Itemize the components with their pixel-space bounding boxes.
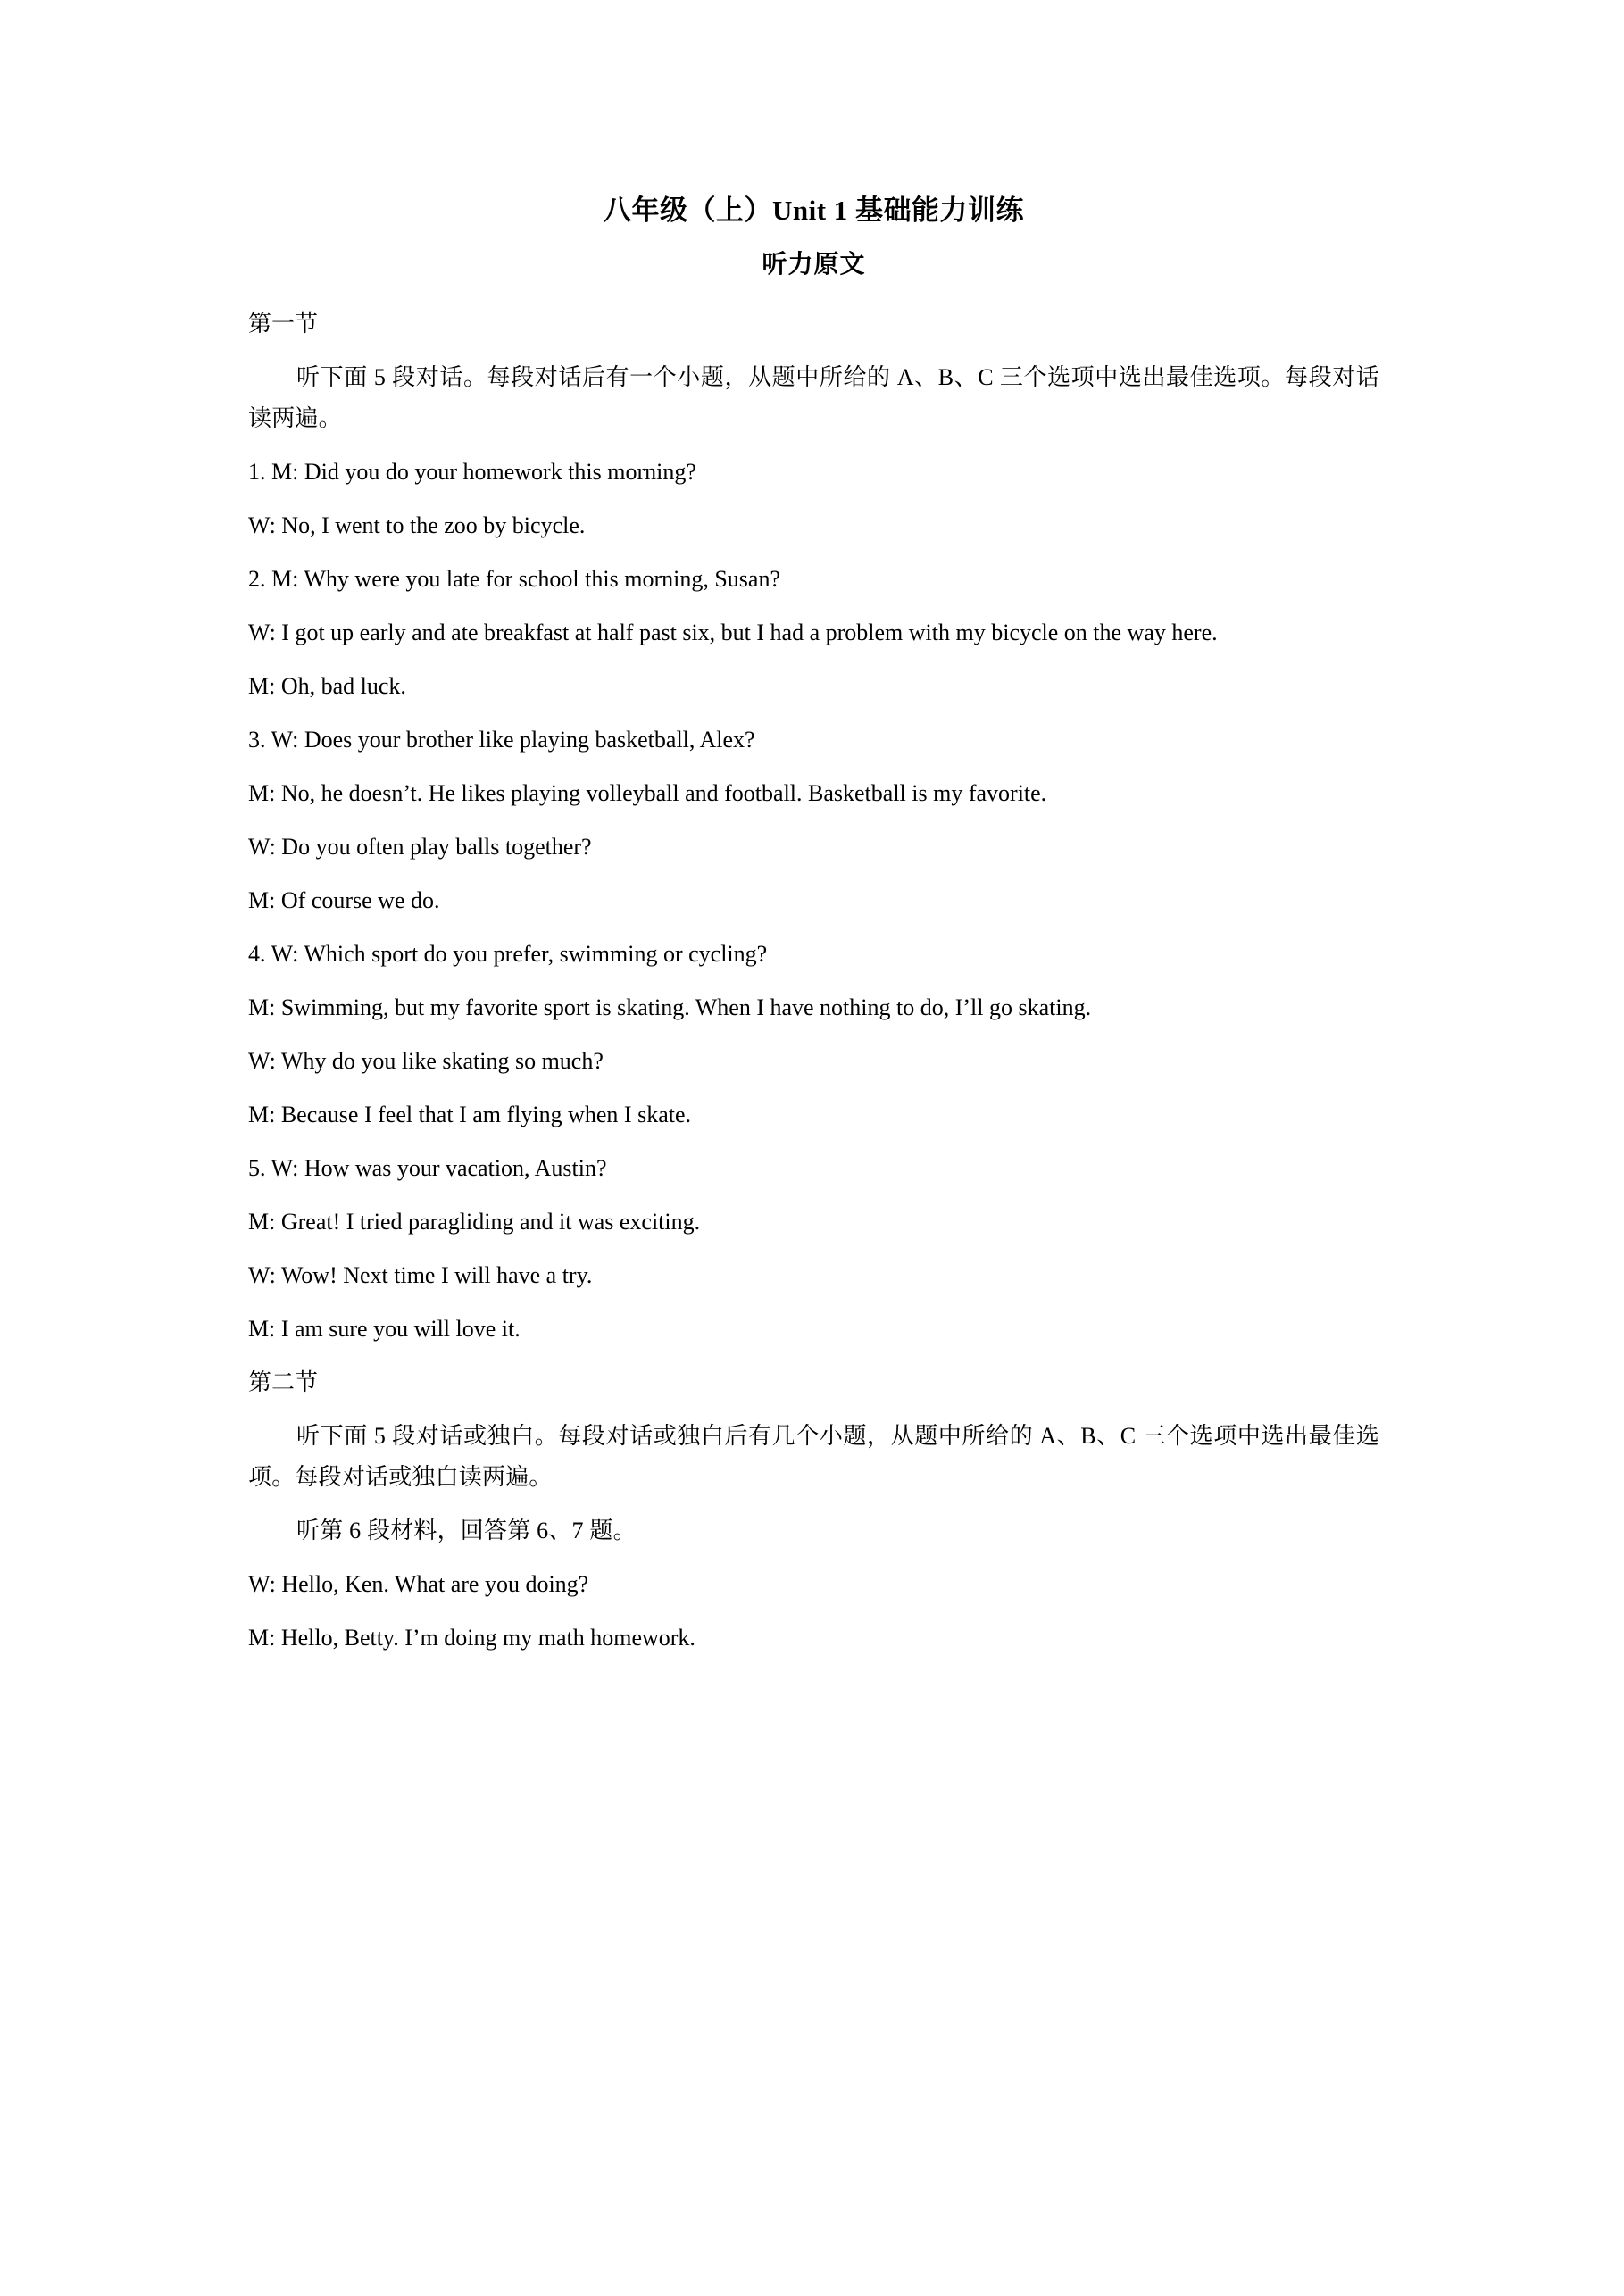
section-heading-1: 第一节 bbox=[248, 311, 319, 337]
spacer bbox=[248, 921, 1379, 934]
title-unit: Unit 1 bbox=[771, 195, 848, 226]
page-subtitle: 听力原文 bbox=[762, 251, 866, 279]
title-prefix: 八年级（上） bbox=[603, 195, 772, 226]
material-cue: 听第 6 段材料，回答第 6、7 题。 bbox=[296, 1518, 637, 1543]
spacer bbox=[248, 1350, 1379, 1362]
spacer bbox=[248, 1189, 1379, 1202]
spacer bbox=[248, 814, 1379, 827]
spacer bbox=[248, 493, 1379, 505]
spacer bbox=[248, 707, 1379, 720]
dialogue-line: M: Oh, bad luck. bbox=[248, 673, 406, 699]
dialogue-line: W: Do you often play balls together? bbox=[248, 834, 592, 860]
dialogue-line: 5. W: How was your vacation, Austin? bbox=[248, 1155, 607, 1181]
title-suffix: 基础能力训练 bbox=[855, 195, 1025, 226]
section-instruction-2: 听下面 5 段对话或独白。每段对话或独白后有几个小题，从题中所给的 A、B、C 三个选项中选出最佳选项。每段对话或独白读两遍。 bbox=[248, 1423, 1379, 1490]
spacer bbox=[248, 345, 1379, 357]
dialogue-line: W: Why do you like skating so much? bbox=[248, 1048, 604, 1074]
spacer bbox=[248, 1243, 1379, 1255]
spacer bbox=[248, 1136, 1379, 1148]
dialogue-line: 2. M: Why were you late for school this morning, Susan? bbox=[248, 566, 780, 592]
spacer bbox=[248, 1296, 1379, 1309]
spacer bbox=[248, 868, 1379, 880]
section-heading-2: 第二节 bbox=[248, 1369, 319, 1395]
dialogue-line: M: Of course we do. bbox=[248, 887, 440, 913]
spacer bbox=[248, 1028, 1379, 1041]
spacer bbox=[248, 761, 1379, 773]
dialogue-line: M: Hello, Betty. I’m doing my math homework. bbox=[248, 1625, 695, 1651]
dialogue-line: 3. W: Does your brother like playing basketball, Alex? bbox=[248, 727, 755, 753]
document-content bbox=[248, 186, 1379, 1659]
dialogue-line: W: No, I went to the zoo by bicycle. bbox=[248, 512, 586, 538]
dialogue-line: W: I got up early and ate breakfast at half past six, but I had a problem with my bicycle on the way here. bbox=[248, 620, 1218, 645]
spacer bbox=[248, 1403, 1379, 1416]
spacer bbox=[248, 1551, 1379, 1564]
dialogue-line: M: I am sure you will love it. bbox=[248, 1316, 521, 1342]
dialogue-line: W: Wow! Next time I will have a try. bbox=[248, 1262, 593, 1288]
dialogue-line: W: Hello, Ken. What are you doing? bbox=[248, 1571, 589, 1597]
dialogue-line: M: Because I feel that I am flying when I skate. bbox=[248, 1102, 691, 1127]
spacer bbox=[248, 1605, 1379, 1618]
spacer bbox=[248, 653, 1379, 666]
dialogue-line: 4. W: Which sport do you prefer, swimming or cycling? bbox=[248, 941, 768, 967]
dialogue-line: M: No, he doesn’t. He likes playing volleyball and football. Basketball is my favorite. bbox=[248, 780, 1047, 806]
spacer bbox=[248, 1498, 1379, 1510]
spacer bbox=[248, 1082, 1379, 1094]
page-title bbox=[248, 186, 1379, 236]
spacer bbox=[248, 975, 1379, 987]
dialogue-line: M: Great! I tried paragliding and it was exciting. bbox=[248, 1209, 701, 1235]
dialogue-line: 1. M: Did you do your homework this morning? bbox=[248, 459, 696, 485]
spacer bbox=[248, 546, 1379, 559]
section-instruction-1: 听下面 5 段对话。每段对话后有一个小题，从题中所给的 A、B、C 三个选项中选出最佳选项。每段对话读两遍。 bbox=[248, 364, 1379, 431]
spacer bbox=[248, 600, 1379, 612]
dialogue-line: M: Swimming, but my favorite sport is skating. When I have nothing to do, I’ll go skating. bbox=[248, 994, 1092, 1020]
spacer bbox=[248, 439, 1379, 452]
